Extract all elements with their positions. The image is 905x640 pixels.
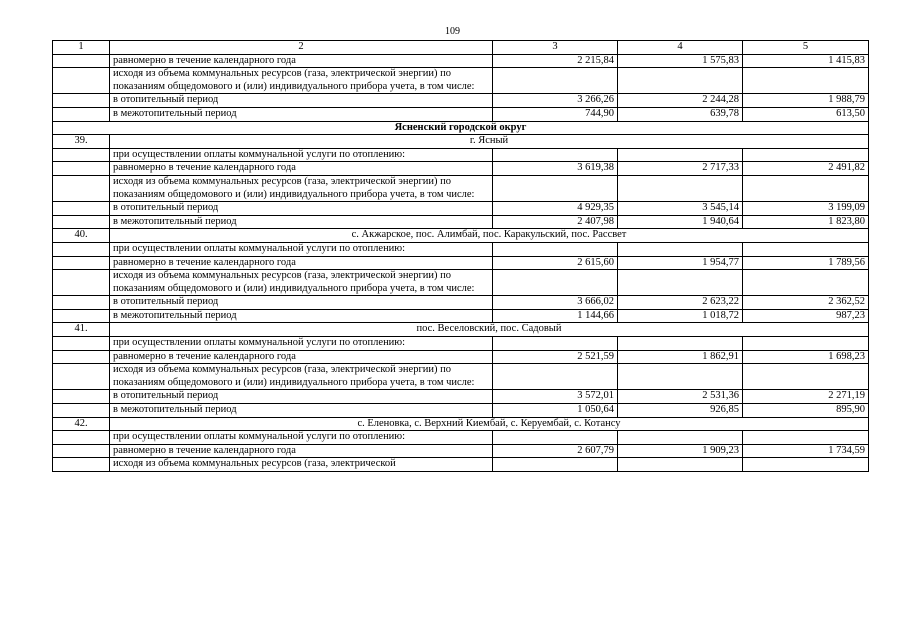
locality-row — [53, 135, 869, 149]
value-col-3: 3 572,01 — [493, 390, 618, 404]
page-number: 109 — [445, 26, 460, 37]
row-number — [53, 148, 110, 162]
row-label: в отопительный период — [110, 94, 493, 108]
value-col-5: 2 362,52 — [743, 296, 869, 310]
table-row — [53, 458, 869, 472]
value-col-3: 2 407,98 — [493, 215, 618, 229]
row-label: исходя из объема коммунальных ресурсов (газа, электрической энергии) по показаниям общедомового и (или) индивидуального прибора учета, в том числе: — [110, 270, 493, 296]
value-col-3: 2 215,84 — [493, 54, 618, 68]
value-col-5 — [743, 148, 869, 162]
value-col-5: 3 199,09 — [743, 202, 869, 216]
row-number — [53, 364, 110, 390]
row-label: в межотопительный период — [110, 215, 493, 229]
row-label: в отопительный период — [110, 296, 493, 310]
locality-name: с. Акжарское, пос. Алимбай, пос. Каракульский, пос. Рассвет — [110, 229, 869, 243]
row-label: исходя из объема коммунальных ресурсов (газа, электрической энергии) по показаниям общедомового и (или) индивидуального прибора учета, в том числе: — [110, 175, 493, 201]
value-col-5: 613,50 — [743, 107, 869, 121]
row-number — [53, 68, 110, 94]
table-row — [53, 242, 869, 256]
value-col-4: 1 909,23 — [618, 444, 743, 458]
value-col-3: 1 144,66 — [493, 309, 618, 323]
row-number — [53, 107, 110, 121]
row-label: при осуществлении оплаты коммунальной услуги по отоплению: — [110, 431, 493, 445]
row-number — [53, 444, 110, 458]
value-col-4: 1 940,64 — [618, 215, 743, 229]
value-col-5: 1 988,79 — [743, 94, 869, 108]
row-number — [53, 431, 110, 445]
value-col-3 — [493, 148, 618, 162]
value-col-5 — [743, 175, 869, 201]
row-label: в межотопительный период — [110, 404, 493, 418]
value-col-3 — [493, 68, 618, 94]
value-col-5: 1 734,59 — [743, 444, 869, 458]
row-number — [53, 215, 110, 229]
value-col-5 — [743, 458, 869, 472]
column-header: 1 — [53, 41, 110, 55]
table-row — [53, 390, 869, 404]
value-col-3: 744,90 — [493, 107, 618, 121]
locality-name: пос. Веселовский, пос. Садовый — [110, 323, 869, 337]
row-number — [53, 270, 110, 296]
row-number: 39. — [53, 135, 110, 149]
column-header: 2 — [110, 41, 493, 55]
row-number — [53, 390, 110, 404]
value-col-4 — [618, 458, 743, 472]
value-col-3 — [493, 364, 618, 390]
row-label: равномерно в течение календарного года — [110, 162, 493, 176]
value-col-4 — [618, 364, 743, 390]
value-col-4: 1 018,72 — [618, 309, 743, 323]
locality-row — [53, 417, 869, 431]
row-label: при осуществлении оплаты коммунальной услуги по отоплению: — [110, 242, 493, 256]
value-col-4: 926,85 — [618, 404, 743, 418]
table-row — [53, 431, 869, 445]
row-number — [53, 162, 110, 176]
value-col-5: 895,90 — [743, 404, 869, 418]
value-col-4: 2 623,22 — [618, 296, 743, 310]
table-row — [53, 54, 869, 68]
value-col-4: 1 862,91 — [618, 350, 743, 364]
row-number — [53, 404, 110, 418]
row-label: равномерно в течение календарного года — [110, 350, 493, 364]
table-row — [53, 148, 869, 162]
value-col-5: 2 271,19 — [743, 390, 869, 404]
row-label: исходя из объема коммунальных ресурсов (газа, электрической энергии) по показаниям общедомового и (или) индивидуального прибора учета, в том числе: — [110, 68, 493, 94]
tariff-table — [52, 40, 869, 472]
value-col-4 — [618, 175, 743, 201]
row-number — [53, 175, 110, 201]
value-col-4 — [618, 148, 743, 162]
row-number — [53, 202, 110, 216]
value-col-5 — [743, 337, 869, 351]
value-col-5 — [743, 270, 869, 296]
row-number — [53, 242, 110, 256]
value-col-3 — [493, 242, 618, 256]
row-label: в межотопительный период — [110, 107, 493, 121]
value-col-3: 1 050,64 — [493, 404, 618, 418]
table-row — [53, 215, 869, 229]
locality-name: г. Ясный — [110, 135, 869, 149]
row-number — [53, 350, 110, 364]
value-col-5: 987,23 — [743, 309, 869, 323]
value-col-3 — [493, 175, 618, 201]
row-number — [53, 296, 110, 310]
row-label: при осуществлении оплаты коммунальной услуги по отоплению: — [110, 148, 493, 162]
row-label: исходя из объема коммунальных ресурсов (газа, электрической — [110, 458, 493, 472]
table-row — [53, 444, 869, 458]
locality-row — [53, 323, 869, 337]
value-col-3: 3 266,26 — [493, 94, 618, 108]
row-number: 40. — [53, 229, 110, 243]
row-label: исходя из объема коммунальных ресурсов (газа, электрической энергии) по показаниям общедомового и (или) индивидуального прибора учета, в том числе: — [110, 364, 493, 390]
value-col-3: 2 607,79 — [493, 444, 618, 458]
locality-name: с. Еленовка, с. Верхний Киембай, с. Керуембай, с. Котансу — [110, 417, 869, 431]
row-label: при осуществлении оплаты коммунальной услуги по отоплению: — [110, 337, 493, 351]
value-col-5 — [743, 364, 869, 390]
row-number — [53, 94, 110, 108]
value-col-3: 2 615,60 — [493, 256, 618, 270]
value-col-4: 639,78 — [618, 107, 743, 121]
row-label: в межотопительный период — [110, 309, 493, 323]
table-row — [53, 256, 869, 270]
value-col-4: 3 545,14 — [618, 202, 743, 216]
value-col-3: 2 521,59 — [493, 350, 618, 364]
value-col-5 — [743, 242, 869, 256]
table-row — [53, 68, 869, 94]
value-col-3 — [493, 431, 618, 445]
table-row — [53, 175, 869, 201]
value-col-5: 1 789,56 — [743, 256, 869, 270]
column-header-row — [53, 41, 869, 55]
row-number: 41. — [53, 323, 110, 337]
value-col-4: 2 717,33 — [618, 162, 743, 176]
table-row — [53, 364, 869, 390]
value-col-4 — [618, 68, 743, 94]
row-number — [53, 337, 110, 351]
value-col-3: 4 929,35 — [493, 202, 618, 216]
locality-row — [53, 229, 869, 243]
value-col-4: 1 954,77 — [618, 256, 743, 270]
value-col-5: 1 698,23 — [743, 350, 869, 364]
column-header: 5 — [743, 41, 869, 55]
value-col-5: 1 823,80 — [743, 215, 869, 229]
column-header: 3 — [493, 41, 618, 55]
table-row — [53, 309, 869, 323]
row-label: равномерно в течение календарного года — [110, 54, 493, 68]
value-col-3: 3 666,02 — [493, 296, 618, 310]
value-col-4: 2 531,36 — [618, 390, 743, 404]
value-col-5 — [743, 68, 869, 94]
row-label: равномерно в течение календарного года — [110, 444, 493, 458]
column-header: 4 — [618, 41, 743, 55]
value-col-4 — [618, 337, 743, 351]
value-col-4: 1 575,83 — [618, 54, 743, 68]
section-heading-row — [53, 121, 869, 135]
value-col-3 — [493, 458, 618, 472]
value-col-3 — [493, 337, 618, 351]
row-label: в отопительный период — [110, 390, 493, 404]
table-row — [53, 404, 869, 418]
table-row — [53, 94, 869, 108]
value-col-5: 1 415,83 — [743, 54, 869, 68]
table-row — [53, 162, 869, 176]
value-col-4 — [618, 431, 743, 445]
value-col-3: 3 619,38 — [493, 162, 618, 176]
value-col-5: 2 491,82 — [743, 162, 869, 176]
value-col-5 — [743, 431, 869, 445]
table-row — [53, 337, 869, 351]
value-col-4 — [618, 270, 743, 296]
row-number — [53, 309, 110, 323]
section-heading: Ясненский городской округ — [53, 121, 869, 135]
row-number — [53, 458, 110, 472]
row-label: равномерно в течение календарного года — [110, 256, 493, 270]
table-row — [53, 107, 869, 121]
value-col-3 — [493, 270, 618, 296]
value-col-4 — [618, 242, 743, 256]
table-row — [53, 270, 869, 296]
row-number: 42. — [53, 417, 110, 431]
row-number — [53, 256, 110, 270]
row-number — [53, 54, 110, 68]
value-col-4: 2 244,28 — [618, 94, 743, 108]
table-row — [53, 350, 869, 364]
table-row — [53, 202, 869, 216]
row-label: в отопительный период — [110, 202, 493, 216]
table-row — [53, 296, 869, 310]
